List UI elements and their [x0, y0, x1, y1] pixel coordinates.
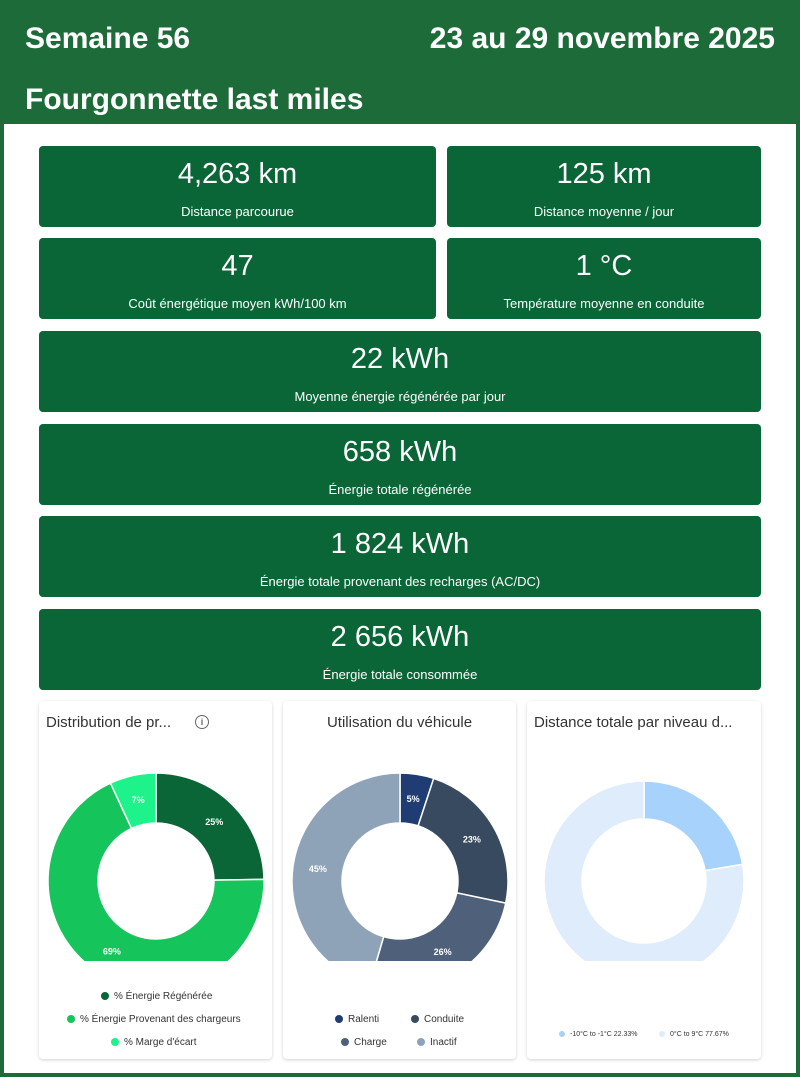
- kpi-value: 658 kWh: [342, 436, 458, 468]
- kpi-value: 1 °C: [575, 250, 633, 282]
- kpi-label: Coût énergétique moyen kWh/100 km: [128, 296, 347, 311]
- legend-dot: [111, 1038, 119, 1046]
- kpi-value: 22 kWh: [350, 343, 450, 375]
- donut-slice[interactable]: [644, 781, 743, 871]
- legend-label: Inactif: [430, 1037, 457, 1048]
- legend-item[interactable]: [417, 1037, 457, 1048]
- temperature-donut: [527, 701, 761, 961]
- legend-dot: [101, 992, 109, 1000]
- legend-dot: [335, 1015, 343, 1023]
- chart-title: Distance totale par niveau d...: [534, 714, 733, 731]
- legend-item[interactable]: [101, 991, 212, 1002]
- slice-label: 5%: [406, 794, 420, 805]
- kpi-value: 2 656 kWh: [330, 621, 470, 653]
- kpi-value: 1 824 kWh: [330, 528, 470, 560]
- kpi-label: Énergie totale consommée: [322, 667, 478, 682]
- header: [0, 0, 800, 124]
- week-label: Semaine 56: [25, 22, 191, 55]
- kpi-value: 125 km: [556, 158, 652, 190]
- kpi-value: 47: [221, 250, 254, 282]
- kpi-label: Énergie totale provenant des recharges (AC/DC): [259, 574, 541, 589]
- distribution-donut: [39, 701, 272, 961]
- legend-dot: [417, 1038, 425, 1046]
- legend-item[interactable]: [559, 1031, 637, 1038]
- legend-item[interactable]: [341, 1037, 387, 1048]
- usage-donut: [283, 701, 516, 961]
- info-icon[interactable]: i: [195, 715, 209, 729]
- slice-label: 45%: [308, 864, 327, 875]
- distribution-chart-card: [39, 701, 272, 1059]
- temperature-distance-chart-card: [527, 701, 761, 1059]
- kpi-label: Énergie totale régénérée: [328, 482, 472, 497]
- dashboard-panel: [4, 124, 796, 1073]
- legend-dot: [559, 1031, 565, 1037]
- donut-slice[interactable]: [544, 781, 744, 961]
- legend-label: % Énergie Provenant des chargeurs: [80, 1014, 241, 1025]
- chart-title: Utilisation du véhicule: [326, 714, 473, 731]
- legend-label: Ralenti: [348, 1014, 380, 1025]
- kpi-avg-regen-card: [39, 331, 761, 412]
- slice-label: 23%: [462, 834, 481, 845]
- legend-label: % Énergie Régénérée: [114, 991, 213, 1002]
- legend-item[interactable]: [659, 1031, 729, 1038]
- usage-chart-card: [283, 701, 516, 1059]
- legend-label: -10°C to -1°C 22.33%: [570, 1031, 638, 1038]
- legend-item[interactable]: [111, 1037, 197, 1048]
- kpi-energy-cost-card: [39, 238, 436, 319]
- kpi-avg-distance-card: [447, 146, 761, 227]
- legend-dot: [659, 1031, 665, 1037]
- kpi-value: 4,263 km: [177, 158, 298, 190]
- legend-label: % Marge d'écart: [124, 1037, 197, 1048]
- chart-title: Distribution de pr...: [46, 714, 172, 731]
- kpi-total-charge-card: [39, 516, 761, 597]
- slice-label: 25%: [205, 816, 224, 827]
- legend-label: 0°C to 9°C 77.67%: [670, 1031, 729, 1038]
- legend-label: Charge: [354, 1037, 387, 1048]
- slice-label: 7%: [131, 794, 145, 805]
- legend-item[interactable]: [411, 1014, 464, 1025]
- legend-item[interactable]: [67, 1014, 241, 1025]
- date-range: 23 au 29 novembre 2025: [429, 22, 775, 55]
- kpi-label: Distance moyenne / jour: [533, 204, 675, 219]
- kpi-total-regen-card: [39, 424, 761, 505]
- kpi-total-consumed-card: [39, 609, 761, 690]
- kpi-avg-temp-card: [447, 238, 761, 319]
- kpi-label: Moyenne énergie régénérée par jour: [294, 389, 506, 404]
- legend-dot: [67, 1015, 75, 1023]
- slice-label: 26%: [433, 947, 452, 958]
- legend-dot: [411, 1015, 419, 1023]
- kpi-label: Température moyenne en conduite: [503, 296, 705, 311]
- kpi-distance-card: [39, 146, 436, 227]
- legend-label: Conduite: [424, 1014, 465, 1025]
- slice-label: 69%: [102, 946, 121, 957]
- legend-item[interactable]: [335, 1014, 379, 1025]
- legend-dot: [341, 1038, 349, 1046]
- kpi-label: Distance parcourue: [181, 204, 294, 219]
- vehicle-name: Fourgonnette last miles: [25, 83, 364, 116]
